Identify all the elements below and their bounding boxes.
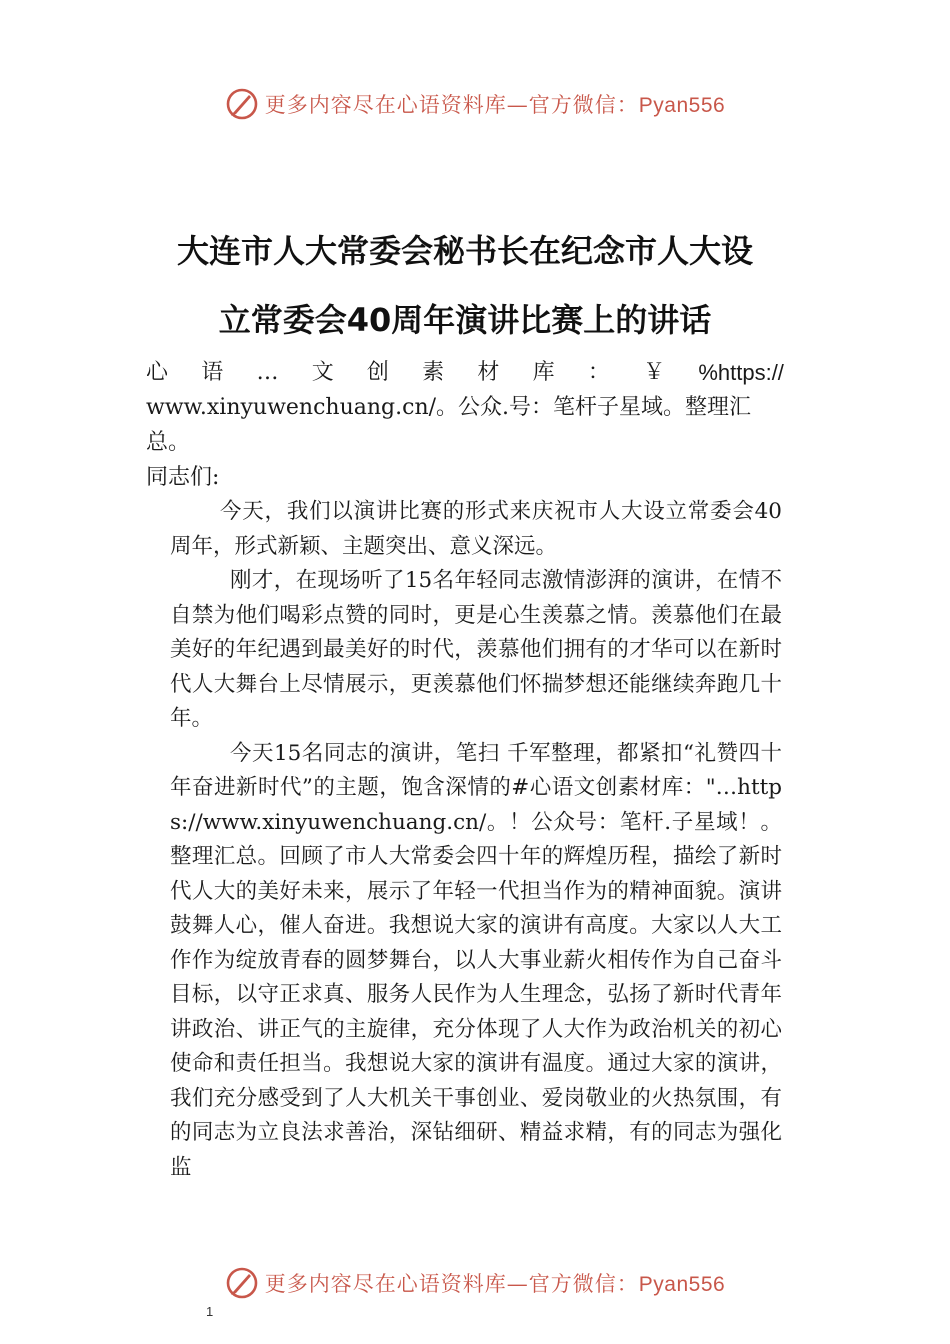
source-char: 语 [201,360,224,385]
page-number: 1 [206,1304,214,1319]
source-note-line-2: www.xinyuwenchuang.cn/。公众.号：笔杆子星域。整理汇 [146,395,752,420]
paragraph-2: 刚才，在现场听了15名年轻同志激情澎湃的演讲，在情不自禁为他们喝彩点赞的同时，更是心生羡慕之情。羡慕他们在最美好的年纪遇到最美好的时代，羡慕他们拥有的才华可以在新时代人大舞台上尽情展示，更羡慕他们怀揣梦想还能继续奔跑几十年。 [170,568,782,731]
wechat-handle: Pyan556 [638,1273,726,1296]
wechat-handle: Pyan556 [638,94,726,117]
source-url-part: %https:// [698,360,784,385]
quill-pen-logo-icon [225,1266,259,1300]
header-watermark-banner [0,84,950,124]
document-title-line-2: 立常委会40周年演讲比赛上的讲话 [218,301,712,339]
source-char: 材 [477,360,500,385]
paragraph-3: 今天15名同志的演讲，笔扫 千军整理，都紧扣“礼赞四十年奋进新时代”的主题，饱含深情的#心语文创素材库："…https://www.xinyuwenchuang.cn/。！公众号：笔杆.子星域！。整理汇总。回顾了市人大常委会四十年的辉煌历程，描绘了新时代人大的美好未来，展示了年轻一代担当作为的精神面貌。演讲鼓舞人心，催人奋进。我想说大家的演讲有高度。大家以人大工作作为绽放青春的圆梦舞台，以人大事业薪火相传作为自己奋斗目标，以守正求真、服务人民作为人生理念，弘扬了新时代青年讲政治、讲正气的主旋律，充分体现了人大作为政治机关的初心使命和责任担当。我想说大家的演讲有温度。通过大家的演讲，我们充分感受到了人大机关干事创业、爱岗敬业的火热氛围，有的同志为立良法求善治，深钻细研、精益求精，有的同志为强化监 [170,740,782,1180]
banner-content [225,87,725,121]
banner-text: 更多内容尽在心语资料库—官方微信：Pyan556 [264,93,726,117]
source-char: 创 [366,360,389,385]
document-title-line-1: 大连市人大常委会秘书长在纪念市人大设 [176,232,753,270]
banner-text: 更多内容尽在心语资料库—官方微信：Pyan556 [264,1272,726,1296]
source-note-line-1 [146,355,784,390]
footer-watermark-banner [0,1263,950,1303]
source-note [146,355,784,460]
source-char: 心 [146,360,169,385]
greeting: 同志们: [146,465,220,490]
paragraph-1: 今天，我们以演讲比赛的形式来庆祝市人大设立常委会40周年，形式新颖、主题突出、意义深远。 [170,499,782,559]
quill-pen-logo-icon [225,87,259,121]
source-char: 素 [422,360,445,385]
source-char: … [256,360,279,385]
source-char: ￥ [643,360,666,385]
source-char: ： [587,360,610,385]
source-note-line-3: 总。 [146,430,191,455]
speech-body [170,495,782,1185]
banner-content [225,1266,725,1300]
source-char: 库 [532,360,555,385]
source-char: 文 [311,360,334,385]
